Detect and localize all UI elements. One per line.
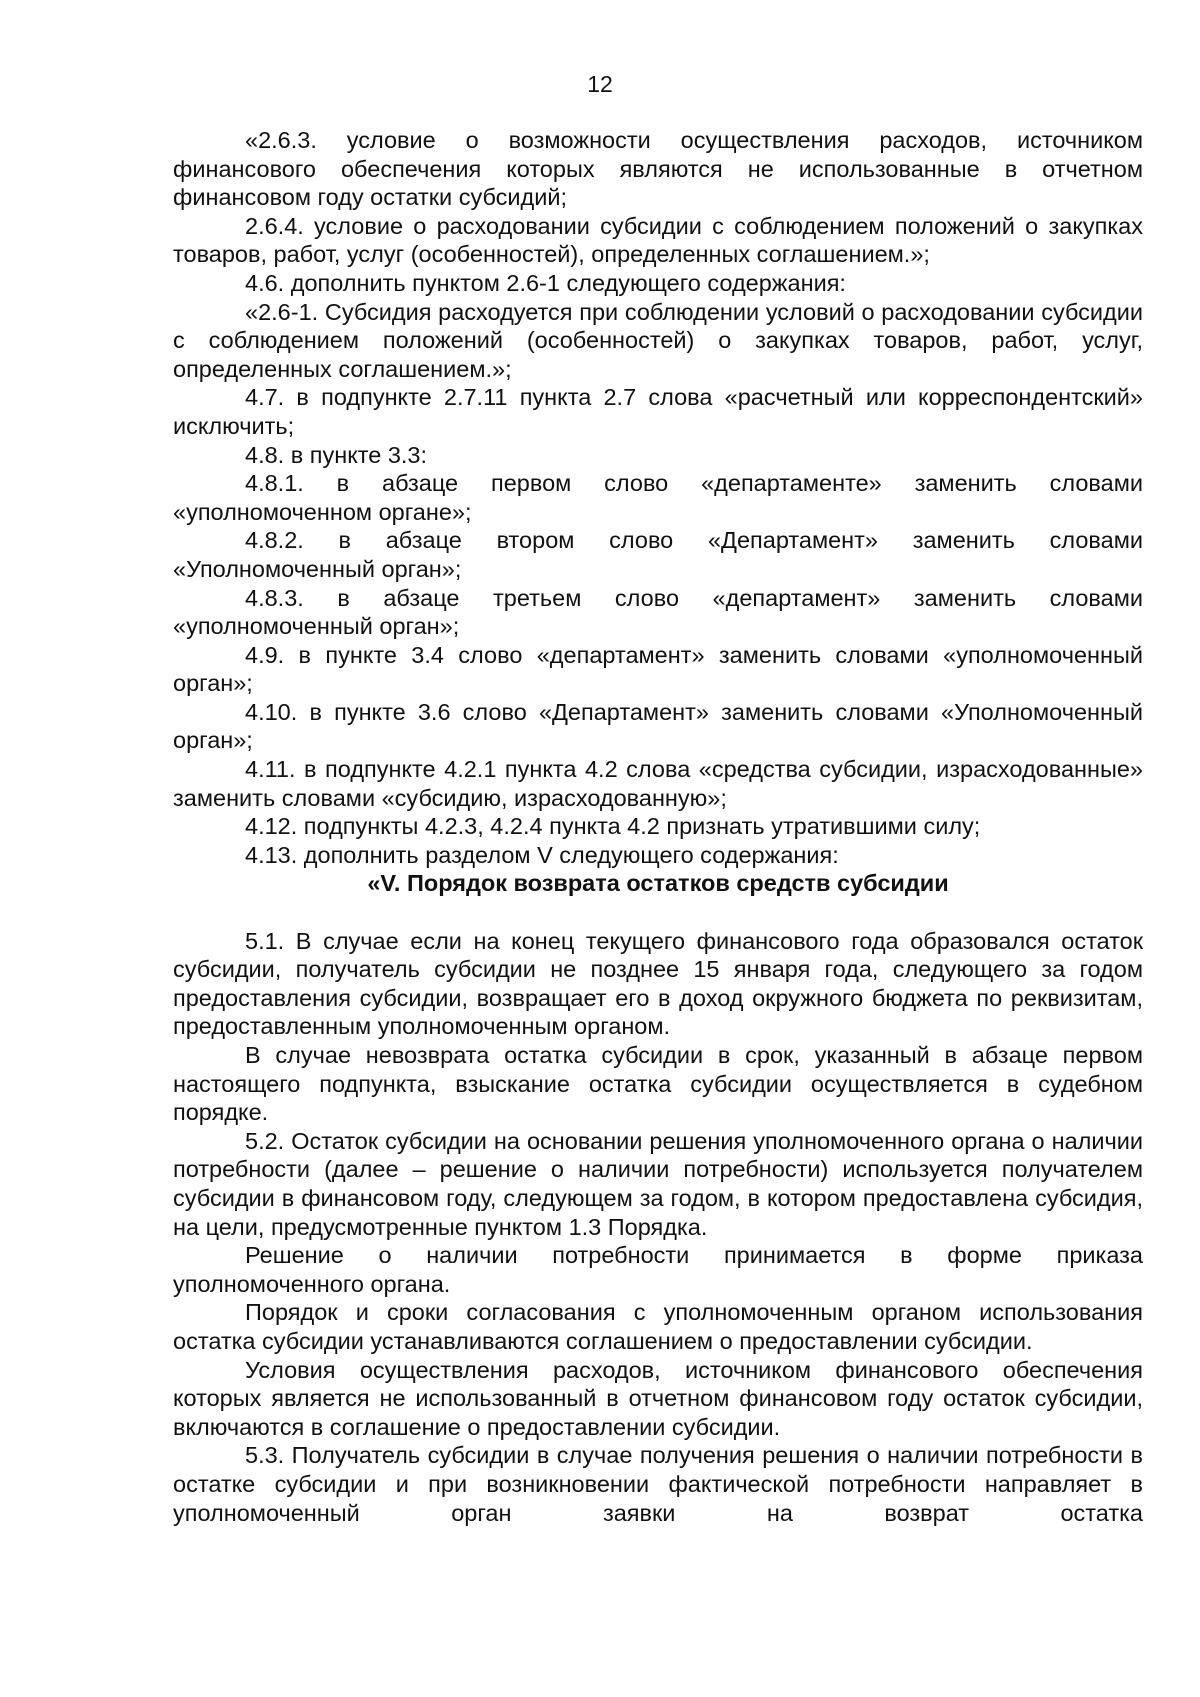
page-number: 12: [587, 71, 613, 97]
paragraph: 4.8.2. в абзаце втором слово «Департамент» заменить словами «Уполномоченный орган»;: [173, 527, 1143, 582]
paragraph: Условия осуществления расходов, источником финансового обеспечения которых является не использованный в отчетном финансовом году остаток субсидии, включаются в соглашение о предоставлении субсидии.: [173, 1356, 1143, 1440]
document-body: [173, 126, 1143, 1527]
paragraph: Порядок и сроки согласования с уполномоченным органом использования остатка субсидии устанавливаются соглашением о предоставлении субсидии.: [173, 1299, 1143, 1354]
spacer: [173, 898, 1143, 927]
section-body: [173, 927, 1143, 1527]
paragraph: 4.13. дополнить разделом V следующего содержания:: [245, 841, 839, 868]
paragraph: 4.7. в подпункте 2.7.11 пункта 2.7 слова «расчетный или корреспондентский» исключить;: [173, 384, 1143, 439]
paragraph: «2.6-1. Субсидия расходуется при соблюдении условий о расходовании субсидии с соблюдением положений (особенностей) о закупках товаров, работ, услуг, определенных соглашением.»;: [173, 298, 1143, 382]
paragraph: 4.8.3. в абзаце третьем слово «департамент» заменить словами «уполномоченный орган»;: [173, 584, 1143, 640]
amendments-list: [173, 126, 1143, 869]
paragraph: В случае невозврата остатка субсидии в срок, указанный в абзаце первом настоящего подпункта, взыскание остатка субсидии осуществляется в судебном порядке.: [173, 1042, 1143, 1126]
paragraph: 4.8. в пункте 3.3:: [245, 441, 428, 468]
paragraph: Решение о наличии потребности принимается в форме приказа уполномоченного органа.: [173, 1242, 1143, 1297]
section-heading: «V. Порядок возврата остатков средств субсидии: [367, 870, 949, 897]
paragraph: 4.6. дополнить пунктом 2.6-1 следующего содержания:: [245, 269, 846, 296]
paragraph: 4.8.1. в абзаце первом слово «департаменте» заменить словами «уполномоченном органе»;: [173, 470, 1143, 525]
paragraph: 5.3. Получатель субсидии в случае получения решения о наличии потребности в остатке субсидии и при возникновении фактической потребности направляет в уполномоченный орган заявки на возврат остатка: [173, 1442, 1143, 1526]
paragraph: 4.10. в пункте 3.6 слово «Департамент» заменить словами «Уполномоченный орган»;: [173, 698, 1143, 754]
paragraph: 5.2. Остаток субсидии на основании решения уполномоченного органа о наличии потребности (далее – решение о наличии потребности) используется получателем субсидии в финансовом году, следующем за годом, в котором предоставлена субсидия, на цели, предусмотренные пунктом 1.3 Порядка.: [173, 1127, 1143, 1240]
paragraph: 4.9. в пункте 3.4 слово «департамент» заменить словами «уполномоченный орган»;: [173, 641, 1143, 697]
paragraph: «2.6.3. условие о возможности осуществления расходов, источником финансового обеспечения которых являются не использованные в отчетном финансовом году остатки субсидий;: [173, 127, 1143, 211]
paragraph: 5.1. В случае если на конец текущего финансового года образовался остаток субсидии, получатель субсидии не позднее 15 января года, следующего за годом предоставления субсидии, возвращает его в доход окружного бюджета по реквизитам, предоставленным уполномоченным органом.: [173, 927, 1143, 1040]
paragraph: 4.11. в подпункте 4.2.1 пункта 4.2 слова «средства субсидии, израсходованные» заменить словами «субсидию, израсходованную»;: [173, 756, 1143, 811]
paragraph: 2.6.4. условие о расходовании субсидии с соблюдением положений о закупках товаров, работ, услуг (особенностей), определенных соглашением.»;: [173, 212, 1143, 268]
paragraph: 4.12. подпункты 4.2.3, 4.2.4 пункта 4.2 признать утратившими силу;: [245, 813, 981, 840]
